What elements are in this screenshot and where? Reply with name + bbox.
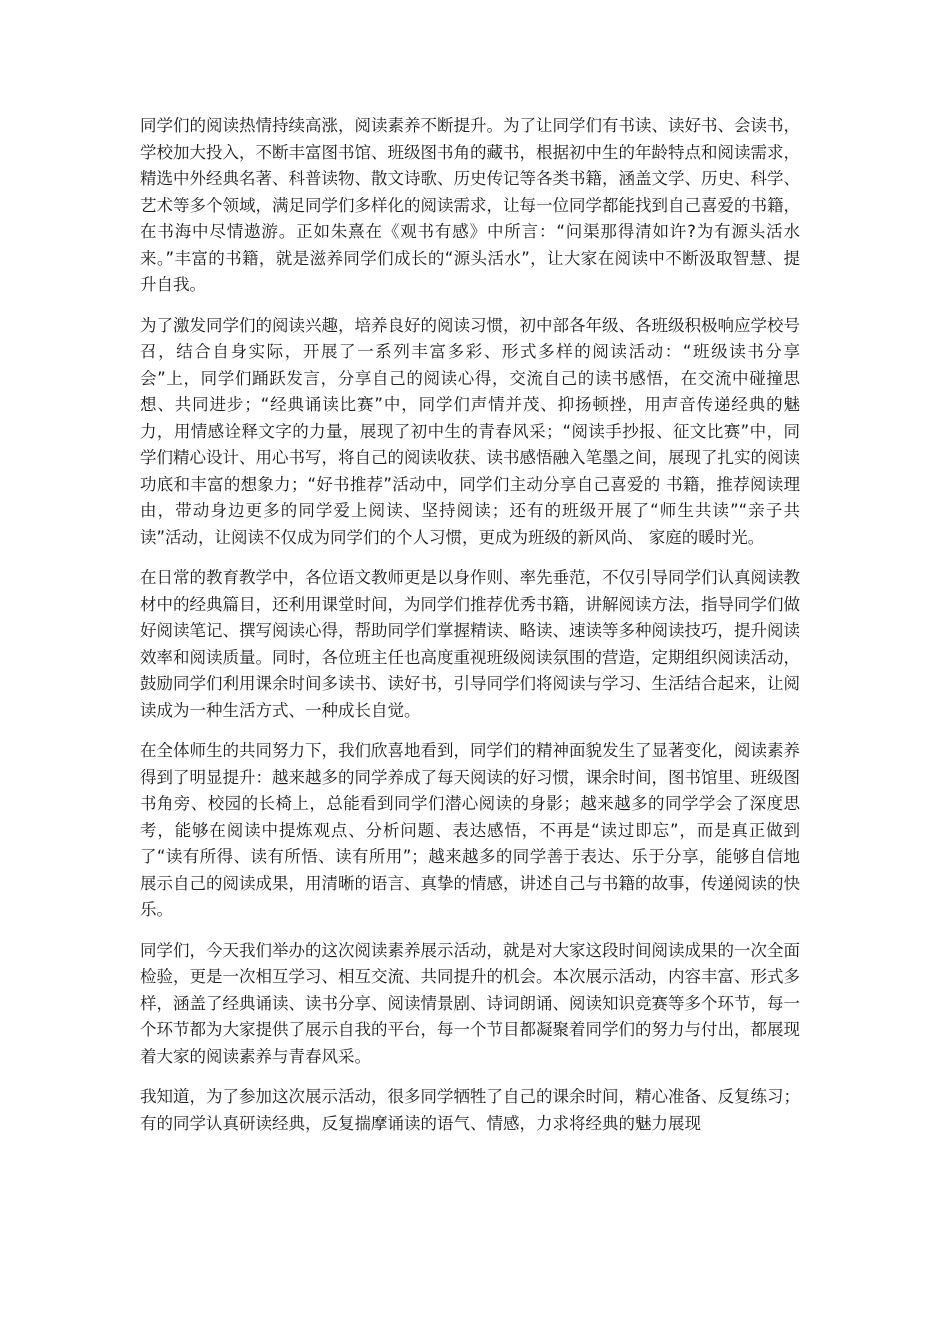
paragraph-5: 同学们，今天我们举办的这次阅读素养展示活动，就是对大家这段时间阅读成果的一次全面检验，更是一次相互学习、相互交流、共同提升的机会。本次展示活动，内容丰富、形式多样，涵盖了经典诵读、读书分享、阅读情景剧、诗词朗诵、阅读知识竞赛等多个环节，每一个环节都为大家提供了展示自我的平台，每一个节目都凝聚着同学们的努力与付出，都展现着大家的阅读素养与青春风采。 [140, 940, 800, 1066]
paragraph-3: 在日常的教育教学中，各位语文教师更是以身作则、率先垂范，不仅引导同学们认真阅读教材中的经典篇目，还利用课堂时间，为同学们推荐优秀书籍，讲解阅读方法，指导同学们做好阅读笔记、撰写阅读心得，帮助同学们掌握精读、略读、速读等多种阅读技巧，提升阅读效率和阅读质量。同时，各位班主任也高度重视班级阅读氛围的营造，定期组织阅读活动，鼓励同学们利用课余时间多读书、读好书，引导同学们将阅读与学习、生活结合起来，让阅读成为一种生活方式、一种成长自觉。 [140, 568, 800, 720]
paragraph-4: 在全体师生的共同努力下，我们欣喜地看到，同学们的精神面貌发生了显著变化，阅读素养得到了明显提升：越来越多的同学养成了每天阅读的好习惯，课余时间，图书馆里、班级图书角旁、校园的长椅上，总能看到同学们潜心阅读的身影；越来越多的同学学会了深度思考，能够在阅读中提炼观点、分析问题、表达感悟，不再是“读过即忘”，而是真正做到了“读有所得、读有所悟、读有所用”；越来越多的同学善于表达、乐于分享，能够自信地展示自己的阅读成果，用清晰的语言、真挚的情感，讲述自己与书籍的故事，传递阅读的快乐。 [140, 741, 800, 919]
document-body [140, 113, 800, 1151]
paragraph-1: 同学们的阅读热情持续高涨，阅读素养不断提升。为了让同学们有书读、读好书、会读书，学校加大投入，不断丰富图书馆、班级图书角的藏书，根据初中生的年龄特点和阅读需求，精选中外经典名著、科普读物、散文诗歌、历史传记等各类书籍，涵盖文学、历史、科学、艺术等多个领域，满足同学们多样化的阅读需求，让每一位同学都能找到自己喜爱的书籍，在书海中尽情遨游。正如朱熹在《观书有感》中所言：“问渠那得清如许?为有源头活水来。”丰富的书籍，就是滋养同学们成长的“源头活水”，让大家在阅读中不断汲取智慧、提升自我。 [140, 116, 800, 294]
paragraph-6: 我知道，为了参加这次展示活动，很多同学牺牲了自己的课余时间，精心准备、反复练习；有的同学认真研读经典，反复揣摩诵读的语气、情感，力求将经典的魅力展现 [140, 1087, 800, 1133]
paragraph-2: 为了激发同学们的阅读兴趣，培养良好的阅读习惯，初中部各年级、各班级积极响应学校号召，结合自身实际，开展了一系列丰富多彩、形式多样的阅读活动：“班级读书分享会”上，同学们踊跃发言，分享自己的阅读心得，交流自己的读书感悟，在交流中碰撞思想、共同进步；“经典诵读比赛”中，同学们声情并茂、抑扬顿挫，用声音传递经典的魅力，用情感诠释文字的力量，展现了初中生的青春风采；“阅读手抄报、征文比赛”中，同学们精心设计、用心书写，将自己的阅读收获、读书感悟融入笔墨之间，展现了扎实的阅读功底和丰富的想象力；“好书推荐”活动中，同学们主动分享自己喜爱的 书籍，推荐阅读理由，带动身边更多的同学爱上阅读、坚持阅读；还有的班级开展了“师生共读”“亲子共读”活动，让阅读不仅成为同学们的个人习惯，更成为班级的新风尚、 家庭的暖时光。 [140, 315, 800, 547]
